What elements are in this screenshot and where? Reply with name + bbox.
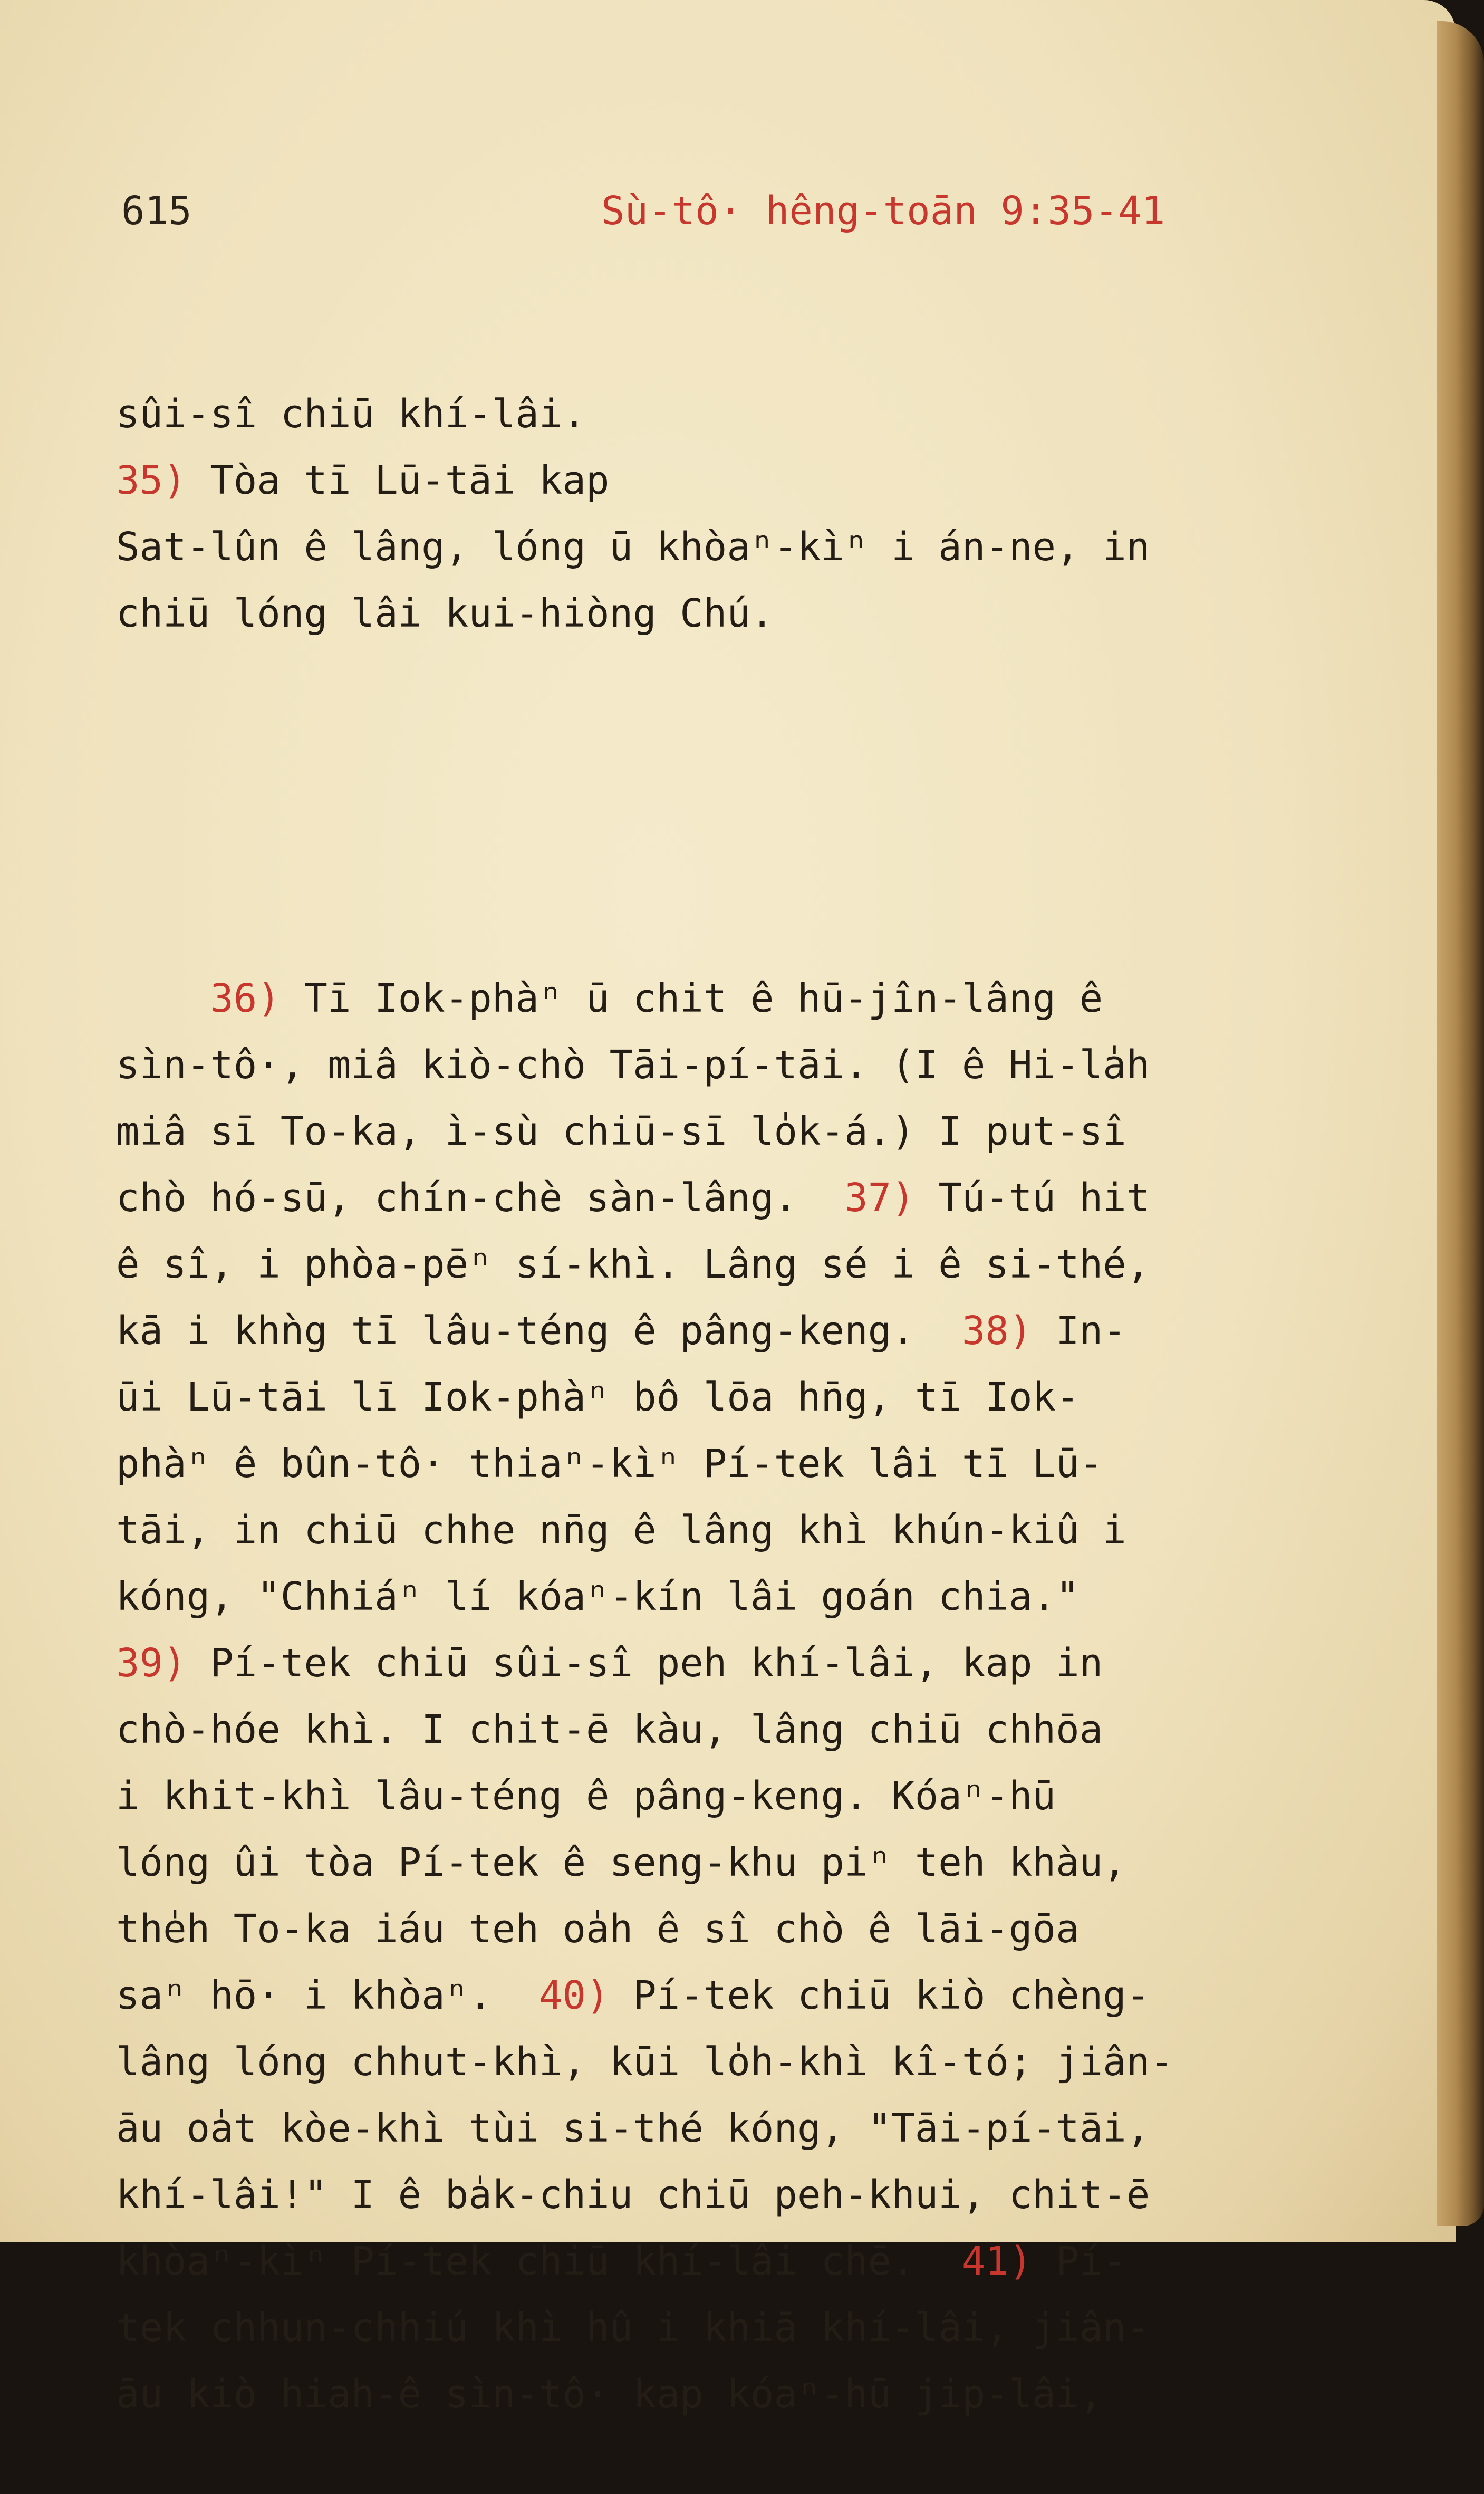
text-line xyxy=(116,2361,1329,2428)
line-indent xyxy=(116,976,210,1021)
text-line xyxy=(116,1497,1329,1563)
line-text: chò-hóe khì. I chit-ē kàu, lâng chiū chhōa xyxy=(116,1707,1103,1752)
text-line xyxy=(116,2162,1329,2228)
text-line xyxy=(116,1098,1329,1165)
text-line xyxy=(116,447,1329,514)
page-number: 615 xyxy=(121,188,192,234)
line-text: āu oa̍t kòe-khì tùi si-thé kóng, "Tāi-pí-tāi, xyxy=(116,2106,1150,2151)
text-line xyxy=(116,1231,1329,1298)
line-text: saⁿ hō· i khòaⁿ. xyxy=(116,1973,539,2018)
line-text: khòaⁿ-kìⁿ Pí-tek chiū khí-lâi chē. xyxy=(116,2239,962,2284)
line-text: tāi, in chiū chhe nn̄g ê lâng khì khún-kiû i xyxy=(116,1508,1126,1553)
line-text: lâng lóng chhut-khì, kūi lo̍h-khì kî-tó; jiân- xyxy=(116,2039,1173,2085)
text-line xyxy=(116,1298,1329,1364)
text-line xyxy=(116,1696,1329,1763)
line-text: miâ sī To-ka, ì-sù chiū-sī lo̍k-á.) I put-sî xyxy=(116,1109,1126,1154)
line-text: chò hó-sū, chín-chè sàn-lâng. xyxy=(116,1175,845,1221)
line-text: Tú-tú hit xyxy=(914,1175,1150,1221)
line-text: Pí-tek chiū kiò chèng- xyxy=(609,1973,1150,2018)
verse-number: 37) xyxy=(844,1175,915,1221)
paragraph-gap xyxy=(116,780,1329,832)
text-line xyxy=(116,1431,1329,1497)
line-text: In- xyxy=(1032,1308,1126,1354)
line-text: kóng, "Chhiáⁿ lí kóaⁿ-kín lâi goán chia." xyxy=(116,1574,1080,1619)
text-line xyxy=(116,2228,1329,2295)
text-line xyxy=(116,965,1329,1032)
text-line xyxy=(116,2295,1329,2361)
text-line xyxy=(116,1896,1329,1962)
line-text: āu kiò hiah-ê sìn-tô· kap kóaⁿ-hū jip-lâi, xyxy=(116,2372,1103,2417)
verse-number: 36) xyxy=(210,976,281,1021)
text-line xyxy=(116,1563,1329,1630)
line-text: phàⁿ ê bûn-tô· thiaⁿ-kìⁿ Pí-tek lâi tī Lū- xyxy=(116,1441,1103,1486)
text-line xyxy=(116,2029,1329,2095)
text-line xyxy=(116,1032,1329,1098)
paragraph-2 xyxy=(116,965,1329,2428)
line-text: ê sî, i phòa-pēⁿ sí-khì. Lâng sé i ê si-thé, xyxy=(116,1242,1150,1287)
text-line xyxy=(116,1364,1329,1431)
verse-number: 41) xyxy=(961,2239,1033,2284)
line-text: chiū lóng lâi kui-hiòng Chú. xyxy=(116,591,774,636)
text-line xyxy=(116,1829,1329,1896)
line-text: Pí-tek chiū sûi-sî peh khí-lâi, kap in xyxy=(186,1641,1103,1686)
line-text: khí-lâi!" I ê ba̍k-chiu chiū peh-khui, chit-ē xyxy=(116,2172,1150,2218)
text-line xyxy=(116,580,1329,647)
line-text: tek chhun-chhiú khì hû i khiā khí-lâi, jiân- xyxy=(116,2305,1150,2351)
verse-number: 40) xyxy=(538,1973,610,2018)
line-text: ūi Lū-tāi lī Iok-phàⁿ bô lōa hn̄g, tī Iok- xyxy=(116,1375,1080,1420)
scripture-text xyxy=(116,248,1329,2494)
page-header xyxy=(121,179,1245,243)
page-edge xyxy=(1437,21,1484,2226)
verse-number: 38) xyxy=(961,1308,1033,1354)
text-line xyxy=(116,1165,1329,1231)
paragraph-1 xyxy=(116,381,1329,647)
line-text: Tī Iok-phàⁿ ū chit ê hū-jîn-lâng ê xyxy=(280,976,1103,1021)
text-line xyxy=(116,2095,1329,2162)
line-text: sûi-sî chiū khí-lâi. xyxy=(116,391,633,437)
line-text: lóng ûi tòa Pí-tek ê seng-khu piⁿ teh khàu, xyxy=(116,1840,1126,1885)
line-text: Tòa tī Lū-tāi kap xyxy=(186,458,610,503)
line-text: Pí- xyxy=(1032,2239,1126,2284)
text-line xyxy=(116,1630,1329,1696)
line-text: the̍h To-ka iáu teh oa̍h ê sî chò ê lāi-gōa xyxy=(116,1906,1080,1952)
running-title: Sù-tô· hêng-toān 9:35-41 xyxy=(601,188,1165,234)
line-text: Sat-lûn ê lâng, lóng ū khòaⁿ-kìⁿ i án-ne, in xyxy=(116,524,1150,570)
text-line xyxy=(116,1962,1329,2029)
text-line xyxy=(116,381,1329,447)
verse-number: 35) xyxy=(116,458,187,503)
verse-number: 39) xyxy=(116,1641,187,1686)
text-line xyxy=(116,1763,1329,1829)
line-text: i khit-khì lâu-téng ê pâng-keng. Kóaⁿ-hū xyxy=(116,1773,1056,1819)
line-text: sìn-tô·, miâ kiò-chò Tāi-pí-tāi. (I ê Hi-la̍h xyxy=(116,1042,1150,1088)
text-line xyxy=(116,514,1329,580)
line-text: kā i khǹg tī lâu-téng ê pâng-keng. xyxy=(116,1308,962,1354)
